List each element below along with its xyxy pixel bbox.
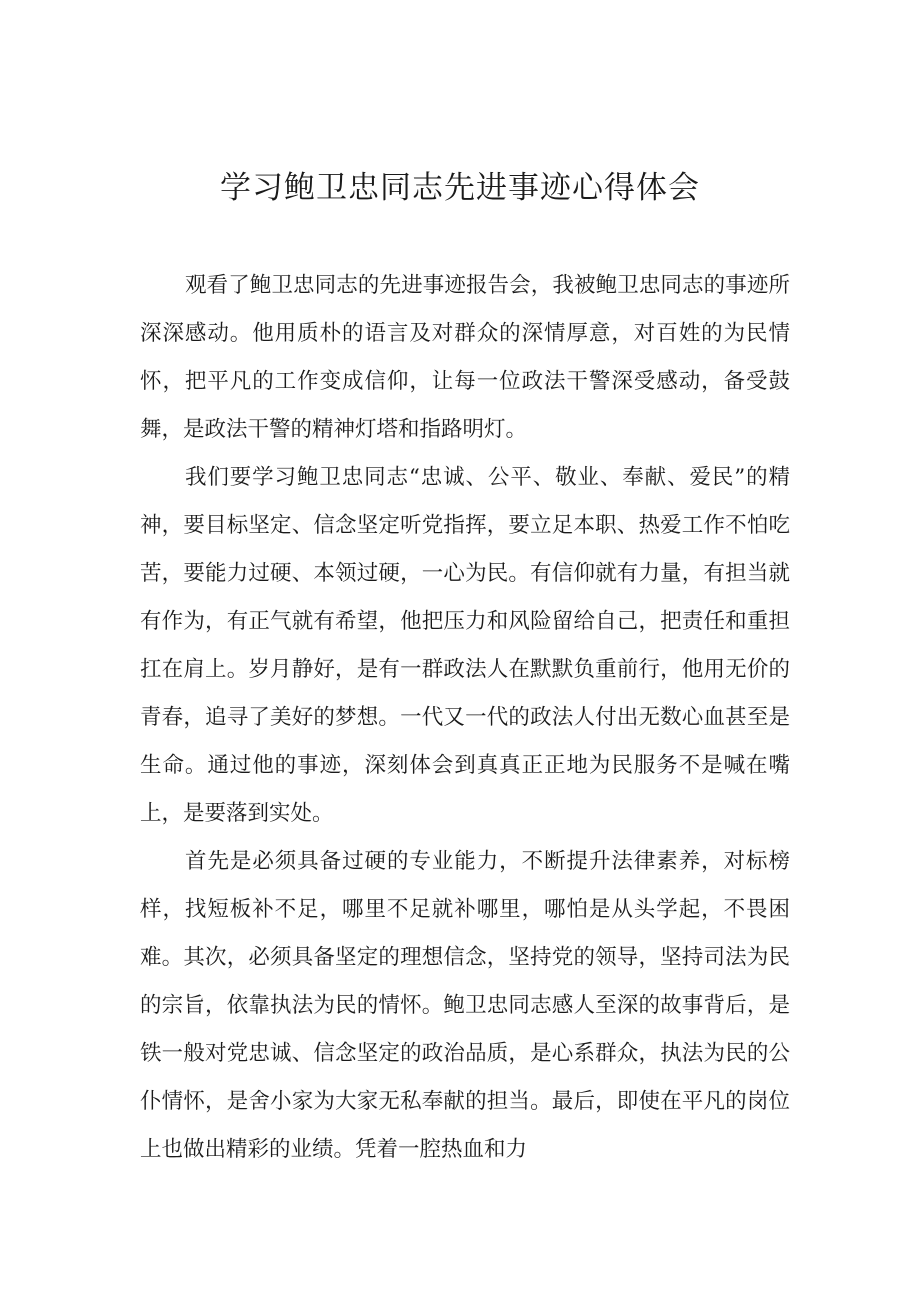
document-body — [140, 262, 790, 1174]
paragraph-3: 首先是必须具备过硬的专业能力，不断提升法律素养，对标榜样，找短板补不足，哪里不足就补哪里，哪怕是从头学起，不畏困难。其次，必须具备坚定的理想信念，坚持党的领导，坚持司法为民的宗旨，依靠执法为民的情怀。鲍卫忠同志感人至深的故事背后，是铁一般对党忠诚、信念坚定的政治品质，是心系群众，执法为民的公仆情怀，是舍小家为大家无私奉献的担当。最后，即使在平凡的岗位上也做出精彩的业绩。凭着一腔热血和力 — [140, 849, 790, 1162]
paragraph-1: 观看了鲍卫忠同志的先进事迹报告会，我被鲍卫忠同志的事迹所深深感动。他用质朴的语言及对群众的深情厚意，对百姓的为民情怀，把平凡的工作变成信仰，让每一位政法干警深受感动，备受鼓舞，是政法干警的精神灯塔和指路明灯。 — [140, 273, 790, 442]
paragraph-2: 我们要学习鲍卫忠同志“忠诚、公平、敬业、奉献、爱民”的精神，要目标坚定、信念坚定听党指挥，要立足本职、热爱工作不怕吃苦，要能力过硬、本领过硬，一心为民。有信仰就有力量，有担当就有作为，有正气就有希望，他把压力和风险留给自己，把责任和重担扛在肩上。岁月静好，是有一群政法人在默默负重前行，他用无价的青春，追寻了美好的梦想。一代又一代的政法人付出无数心血甚至是生命。通过他的事迹，深刻体会到真真正正地为民服务不是喊在嘴上，是要落到实处。 — [140, 465, 790, 826]
document-title: 学习鲍卫忠同志先进事迹心得体会 — [220, 170, 700, 206]
